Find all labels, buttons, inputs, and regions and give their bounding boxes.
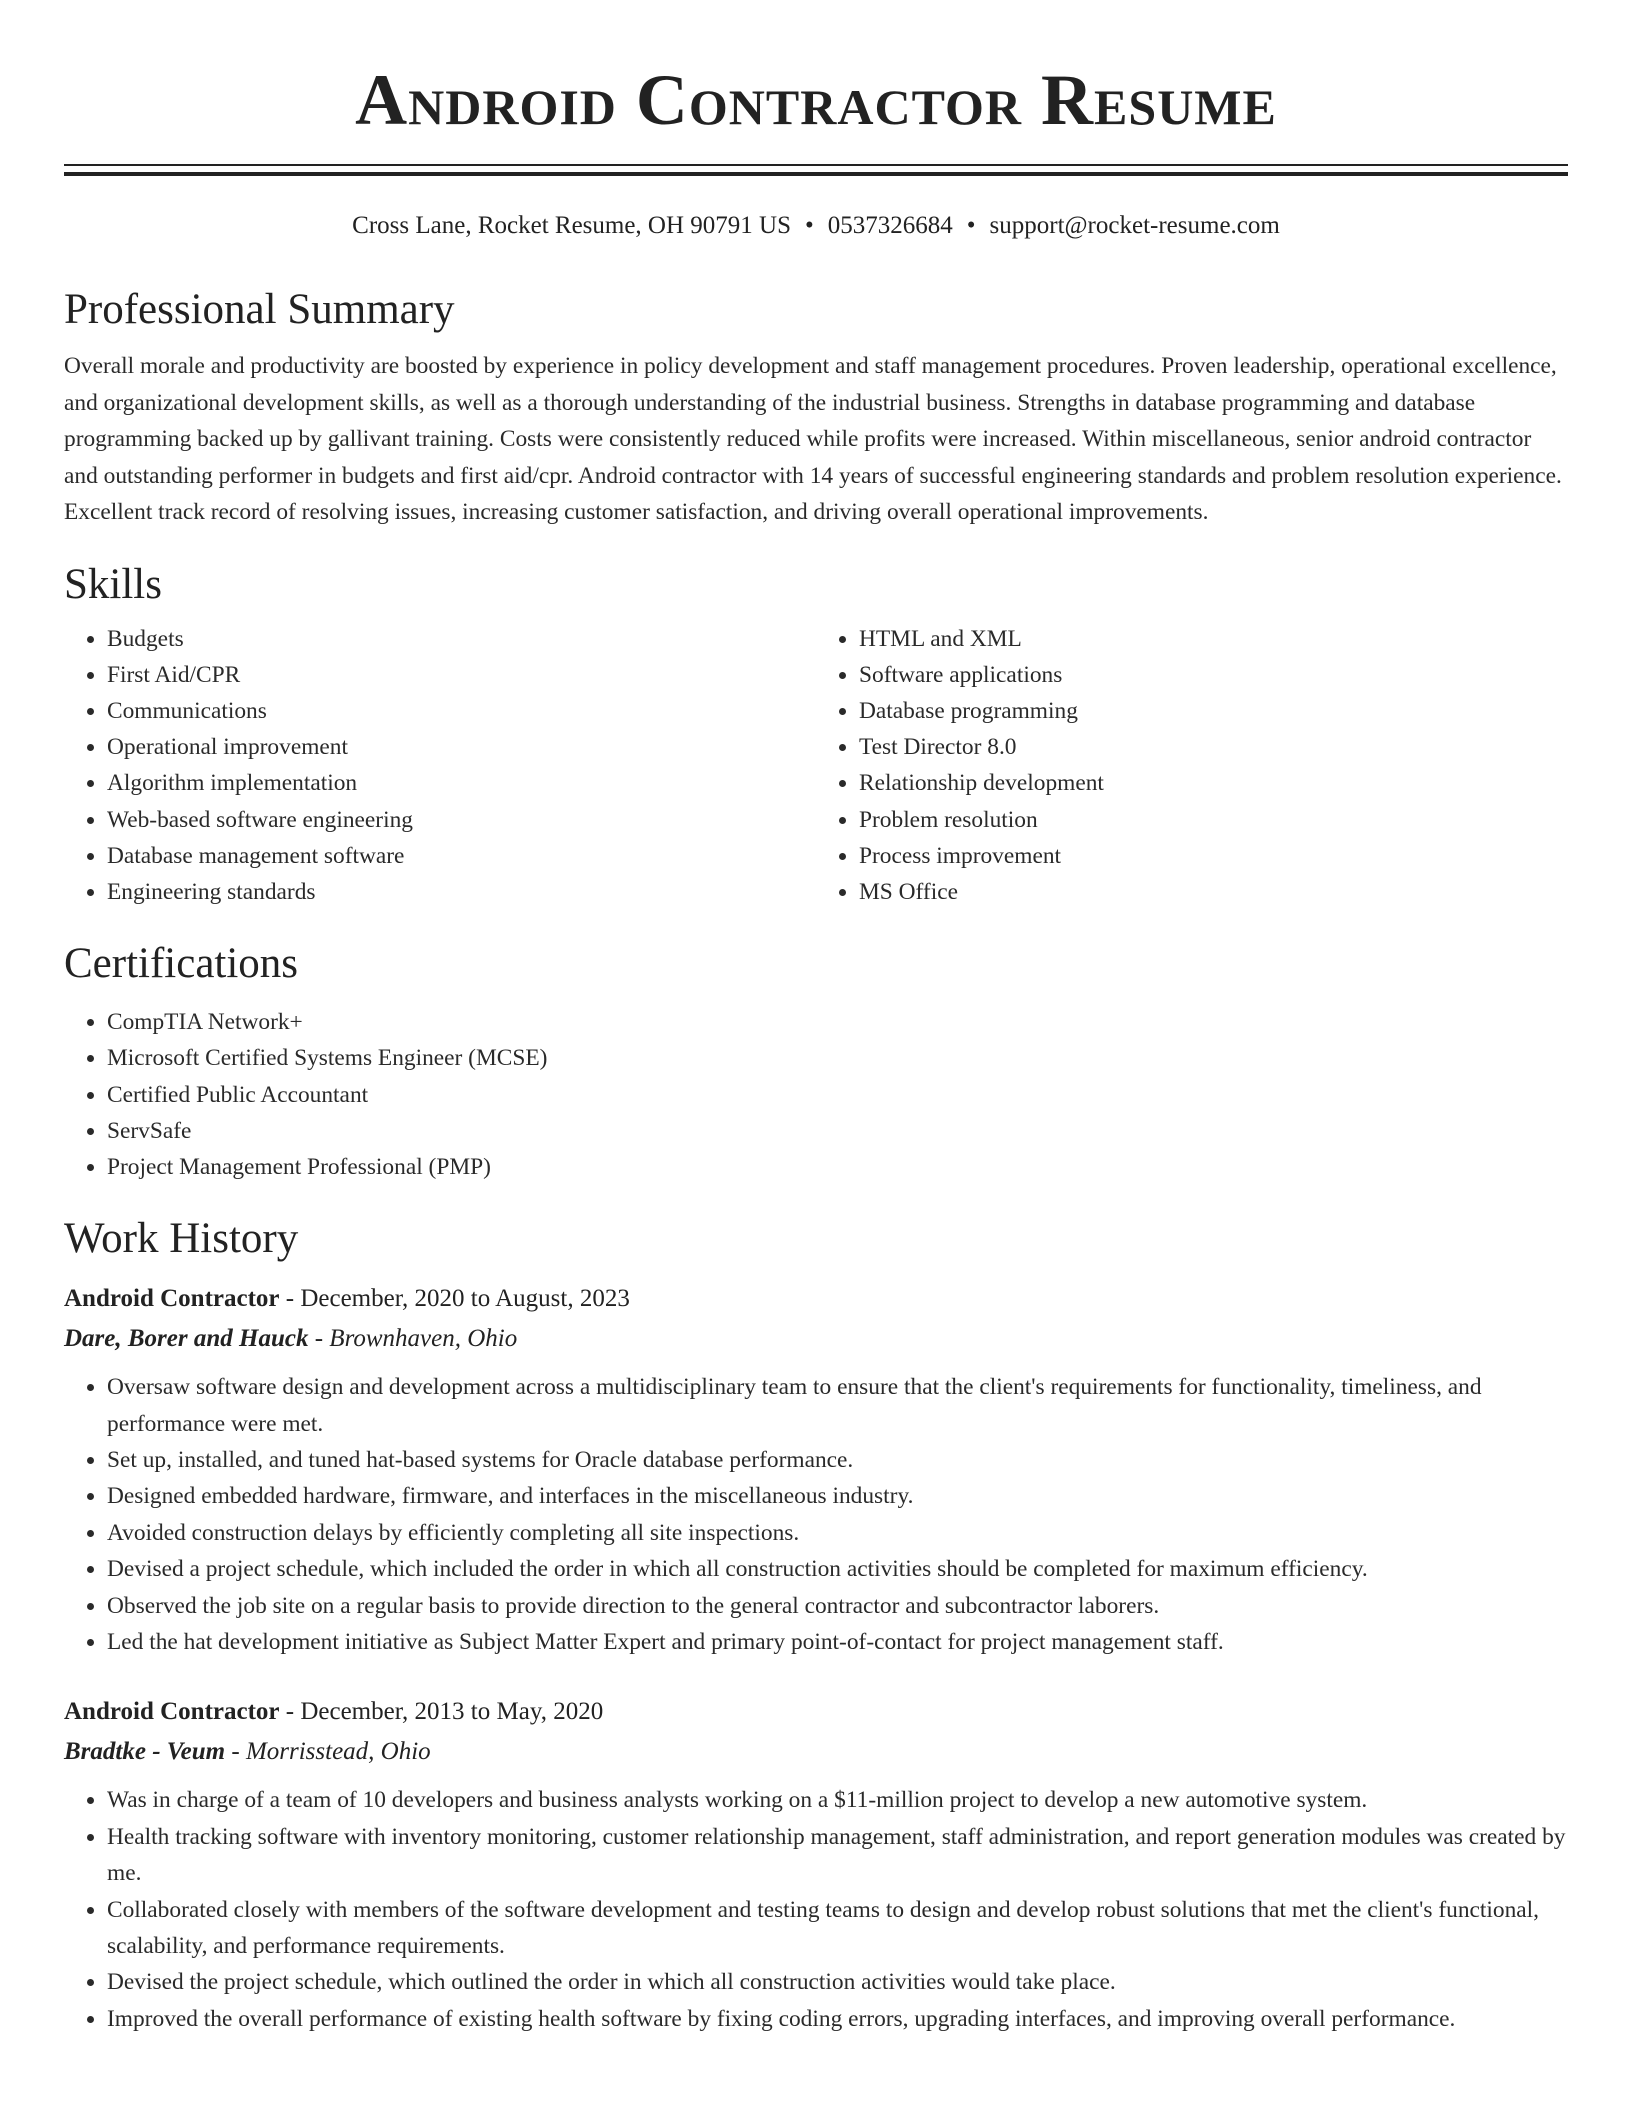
contact-separator: • bbox=[805, 212, 814, 239]
skill-item: • Database management software bbox=[107, 838, 816, 874]
job-bullet: • Improved the overall performance of existing health software by fixing coding errors, upgrading interfaces, and improving overall performance. bbox=[107, 2001, 1568, 2037]
skill-item: • First Aid/CPR bbox=[107, 657, 816, 693]
job-dates: - December, 2020 to August, 2023 bbox=[279, 1285, 630, 1313]
job-company: Dare, Borer and Hauck bbox=[64, 1325, 309, 1353]
certification-item: • Project Management Professional (PMP) bbox=[107, 1149, 1568, 1185]
work-history-heading: Work History bbox=[64, 1215, 299, 1263]
job-entry bbox=[64, 1281, 1568, 1660]
skill-item: • Database programming bbox=[859, 693, 1568, 729]
job-bullet: • Observed the job site on a regular basis to provide direction to the general contractor and subcontractor laborers. bbox=[107, 1588, 1568, 1624]
job-bullet: • Devised a project schedule, which included the order in which all construction activities should be completed for maximum efficiency. bbox=[107, 1551, 1568, 1587]
skill-item: • Process improvement bbox=[859, 838, 1568, 874]
job-title: Android Contractor bbox=[64, 1698, 280, 1726]
resume-page bbox=[64, 0, 1568, 2037]
job-bullet: • Devised the project schedule, which outlined the order in which all construction activities would take place. bbox=[107, 1964, 1568, 2000]
certifications-list bbox=[64, 1004, 1568, 1185]
job-bullet: • Designed embedded hardware, firmware, and interfaces in the miscellaneous industry. bbox=[107, 1478, 1568, 1514]
summary-heading: Professional Summary bbox=[64, 286, 455, 333]
job-entry bbox=[64, 1694, 1568, 2037]
resume-title: Android Contractor Resume bbox=[355, 60, 1277, 140]
skill-item: • MS Office bbox=[859, 874, 1568, 910]
skill-item: • Software applications bbox=[859, 657, 1568, 693]
skill-item: • Test Director 8.0 bbox=[859, 729, 1568, 765]
title-divider-thin bbox=[64, 164, 1568, 166]
title-divider-thick bbox=[64, 172, 1568, 176]
job-dates: - December, 2013 to May, 2020 bbox=[279, 1698, 604, 1726]
job-bullet: • Was in charge of a team of 10 developers and business analysts working on a $11-million project to develop a new automotive system. bbox=[107, 1782, 1568, 1818]
skill-item: • Communications bbox=[107, 693, 816, 729]
contact-line bbox=[64, 210, 1568, 242]
certification-item: • CompTIA Network+ bbox=[107, 1004, 1568, 1040]
job-bullet: • Collaborated closely with members of the software development and testing teams to design and develop robust solutions that met the client's functional, scalability, and performance requirements. bbox=[107, 1892, 1568, 1965]
contact-address: Cross Lane, Rocket Resume, OH 90791 US bbox=[352, 212, 791, 239]
skill-item: • Web-based software engineering bbox=[107, 802, 816, 838]
job-bullet: • Avoided construction delays by efficiently completing all site inspections. bbox=[107, 1515, 1568, 1551]
skills-list-right bbox=[816, 621, 1568, 911]
job-title-line bbox=[64, 1694, 1568, 1730]
job-bullet: • Oversaw software design and development across a multidisciplinary team to ensure that the client's requirements for functionality, timeliness, and performance were met. bbox=[107, 1369, 1568, 1442]
certification-item: • ServSafe bbox=[107, 1113, 1568, 1149]
certification-item: • Microsoft Certified Systems Engineer (MCSE) bbox=[107, 1040, 1568, 1076]
job-bullet-list bbox=[64, 1782, 1568, 2037]
skills-grid bbox=[64, 621, 1568, 911]
job-bullet: • Health tracking software with inventory monitoring, customer relationship management, staff administration, and report generation modules was created by me. bbox=[107, 1819, 1568, 1892]
skill-item: • Budgets bbox=[107, 621, 816, 657]
contact-email: support@rocket-resume.com bbox=[989, 212, 1280, 239]
skill-item: • Algorithm implementation bbox=[107, 765, 816, 801]
job-company-line bbox=[64, 1321, 1568, 1357]
job-company: Bradtke - Veum bbox=[64, 1738, 226, 1766]
skills-list-left bbox=[64, 621, 816, 911]
contact-phone: 0537326684 bbox=[827, 212, 953, 239]
job-company-line bbox=[64, 1734, 1568, 1770]
job-location: - Morrisstead, Ohio bbox=[225, 1738, 431, 1766]
skill-item: • Operational improvement bbox=[107, 729, 816, 765]
contact-separator: • bbox=[966, 212, 976, 239]
skills-heading: Skills bbox=[64, 560, 162, 608]
certification-item: • Certified Public Accountant bbox=[107, 1077, 1568, 1113]
job-bullet-list bbox=[64, 1369, 1568, 1660]
skill-item: • Relationship development bbox=[859, 765, 1568, 801]
skill-item: • HTML and XML bbox=[859, 621, 1568, 657]
summary-text: Overall morale and productivity are boosted by experience in policy development and staff management procedures. Proven leadership, operational excellence, and organizational development skills, as well as a thorough understanding of the industrial business. Strengths in database programming and database programming backed up by gallivant training. Costs were consistently reduced while profits were increased. Within miscellaneous, senior android contractor and outstanding performer in budgets and first aid/cpr. Android contractor with 14 years of successful engineering standards and problem resolution experience. Excellent track record of resolving issues, increasing customer satisfaction, and driving overall operational improvements. bbox=[64, 353, 1562, 525]
job-title-line bbox=[64, 1281, 1568, 1317]
skill-item: • Engineering standards bbox=[107, 874, 816, 910]
job-location: - Brownhaven, Ohio bbox=[308, 1325, 518, 1353]
skill-item: • Problem resolution bbox=[859, 802, 1568, 838]
certifications-heading: Certifications bbox=[64, 940, 299, 988]
job-bullet: • Set up, installed, and tuned hat-based systems for Oracle database performance. bbox=[107, 1442, 1568, 1478]
job-title: Android Contractor bbox=[64, 1285, 280, 1313]
job-bullet: • Led the hat development initiative as Subject Matter Expert and primary point-of-contact for project management staff. bbox=[107, 1624, 1568, 1660]
